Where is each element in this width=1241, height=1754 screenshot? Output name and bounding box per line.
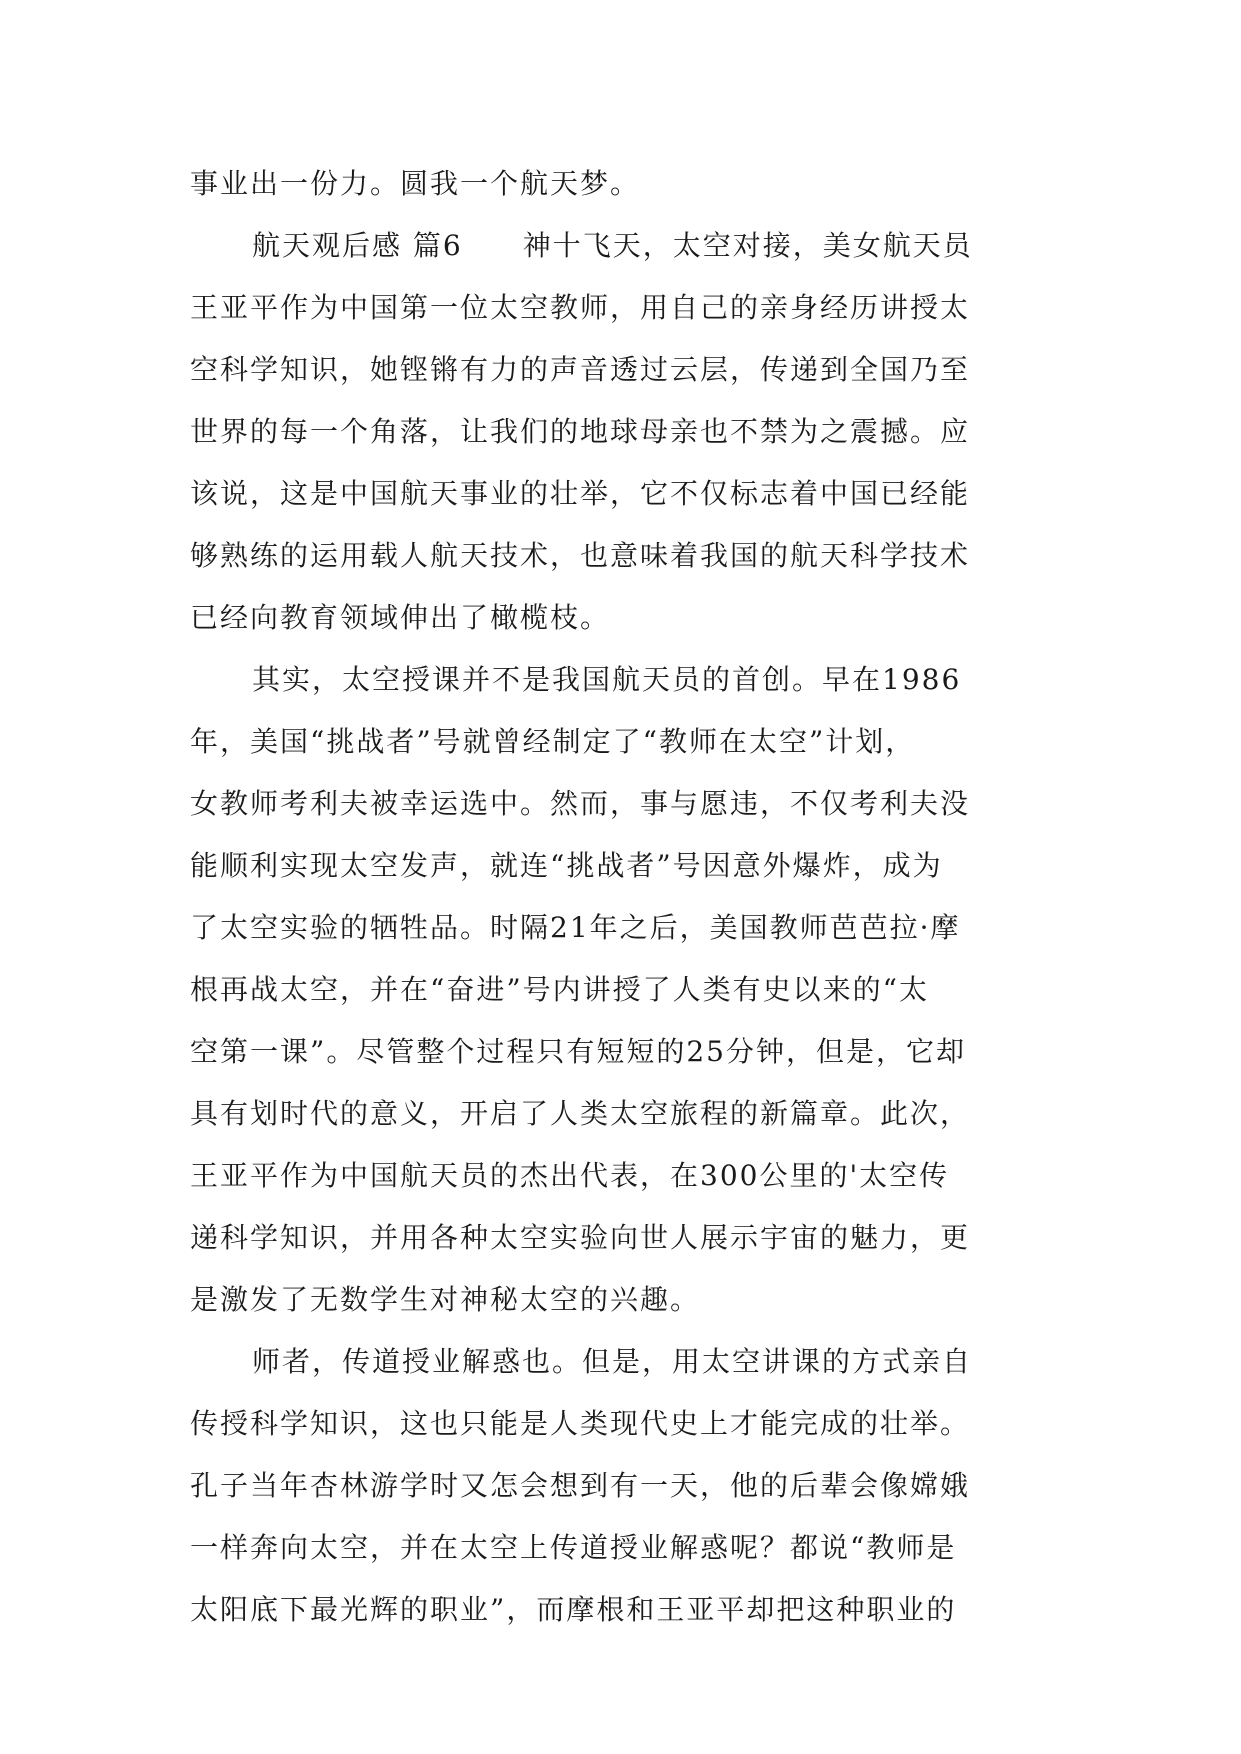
text-line: 师者，传道授业解惑也。但是，用太空讲课的方式亲自 <box>252 1345 973 1378</box>
text-line: 孔子当年杏林游学时又怎会想到有一天，他的后辈会像嫦娥 <box>190 1469 971 1502</box>
text-line: 王亚平作为中国第一位太空教师，用自己的亲身经历讲授太 <box>190 291 971 324</box>
text-line: 根再战太空，并在“奋进”号内讲授了人类有史以来的“太 <box>190 973 929 1006</box>
body-text <box>190 153 1050 1641</box>
text-line: 王亚平作为中国航天员的杰出代表，在300公里的'太空传 <box>190 1159 950 1192</box>
text-line: 太阳底下最光辉的职业”，而摩根和王亚平却把这种职业的 <box>190 1593 957 1626</box>
text-line: 一样奔向太空，并在太空上传道授业解惑呢？都说“教师是 <box>190 1531 957 1564</box>
text-line: 空第一课”。尽管整个过程只有短短的25分钟，但是，它却 <box>190 1035 966 1068</box>
text-line: 该说，这是中国航天事业的壮举，它不仅标志着中国已经能 <box>190 477 971 510</box>
text-line: 航天观后感 篇6 神十飞天，太空对接，美女航天员 <box>252 229 973 262</box>
text-line: 能顺利实现太空发声，就连“挑战者”号因意外爆炸，成为 <box>190 849 943 882</box>
text-line: 是激发了无数学生对神秘太空的兴趣。 <box>190 1283 701 1316</box>
text-line: 了太空实验的牺牲品。时隔21年之后，美国教师芭芭拉·摩 <box>190 911 961 944</box>
text-line: 年，美国“挑战者”号就曾经制定了“教师在太空”计划， <box>190 725 916 758</box>
text-line: 女教师考利夫被幸运选中。然而，事与愿违，不仅考利夫没 <box>190 787 971 820</box>
text-line: 具有划时代的意义，开启了人类太空旅程的新篇章。此次， <box>190 1097 971 1130</box>
text-line: 空科学知识，她铿锵有力的声音透过云层，传递到全国乃至 <box>190 353 971 386</box>
text-line: 传授科学知识，这也只能是人类现代史上才能完成的壮举。 <box>190 1407 971 1440</box>
text-line: 其实，太空授课并不是我国航天员的首创。早在1986 <box>252 663 962 696</box>
text-line: 世界的每一个角落，让我们的地球母亲也不禁为之震撼。应 <box>190 415 971 448</box>
text-line: 够熟练的运用载人航天技术，也意味着我国的航天科学技术 <box>190 539 971 572</box>
text-line: 已经向教育领域伸出了橄榄枝。 <box>190 601 611 634</box>
text-line: 事业出一份力。圆我一个航天梦。 <box>190 167 641 200</box>
text-line: 递科学知识，并用各种太空实验向世人展示宇宙的魅力，更 <box>190 1221 971 1254</box>
